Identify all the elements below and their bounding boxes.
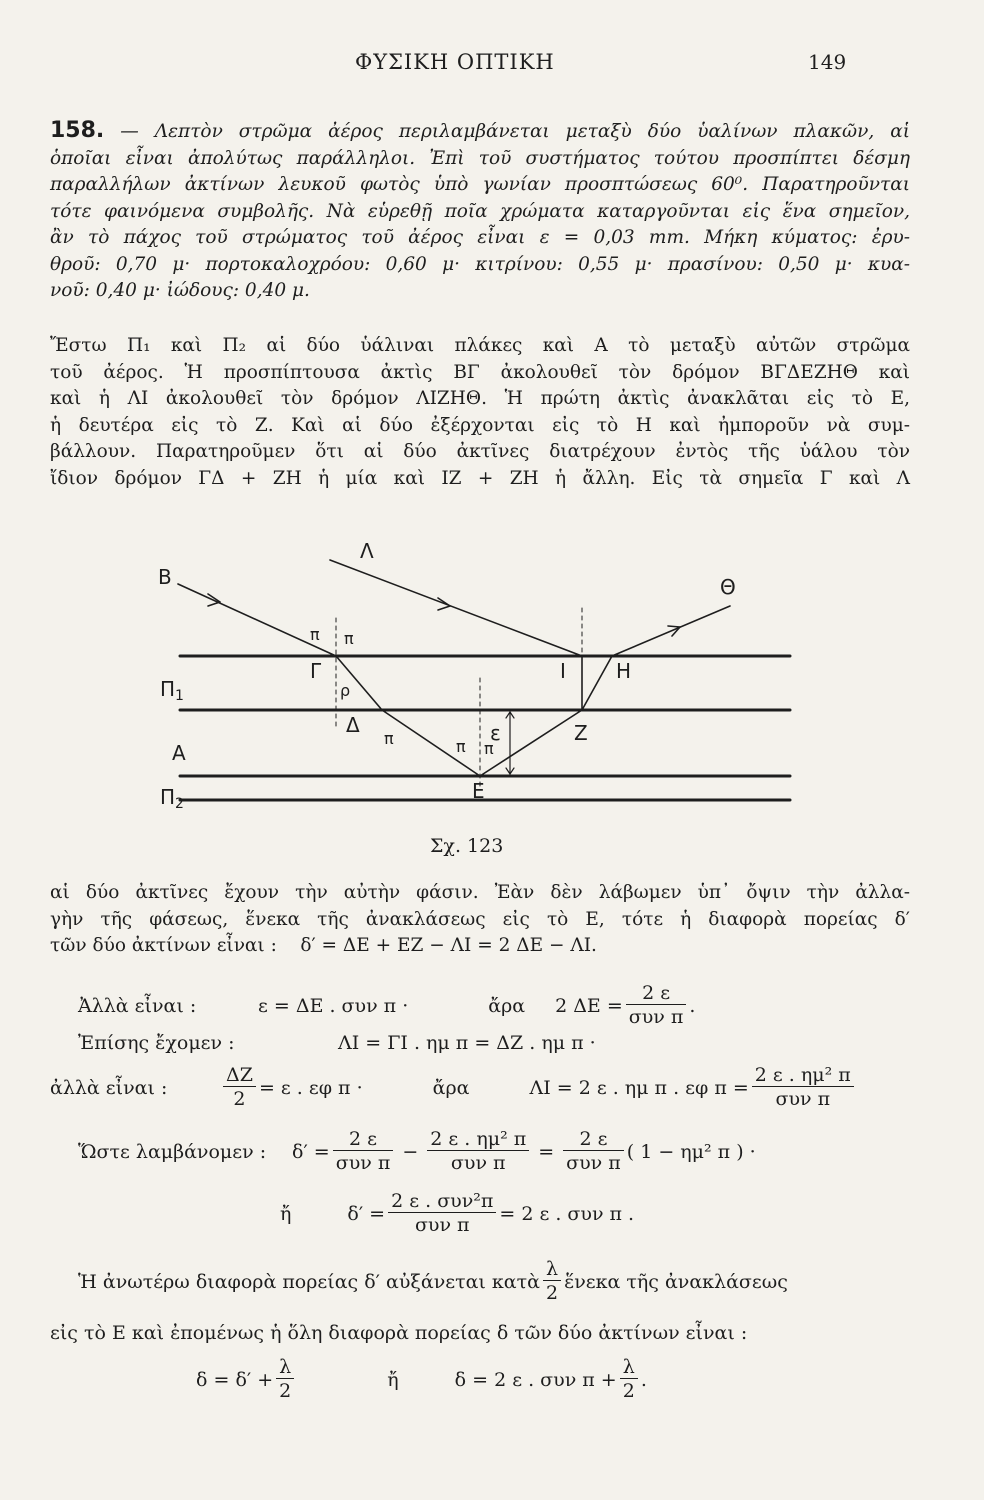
label-b: Β xyxy=(158,565,172,589)
equation-6 xyxy=(78,1258,788,1305)
eq4-equals: = xyxy=(538,1140,555,1163)
eq3-fraction-right: $\frac{\text{2 ε . ημ² π}}{\text{συν π}}$ xyxy=(752,1064,854,1111)
label-eta: Η xyxy=(616,659,632,683)
eq3-fraction-left: $\frac{\Delta Z}{2}$ xyxy=(223,1064,256,1111)
solution-line-3: καὶ ἡ ΛΙ ἀκολουθεῖ τὸν δρόμον ΛΙΖΗΘ. Ἡ πρώτη ἀκτὶς ἀνακλᾶται εἰς τὸ Ε, xyxy=(50,388,910,409)
equation-2 xyxy=(78,1032,596,1054)
eq4-minus: − xyxy=(402,1140,419,1163)
page-number: 149 xyxy=(808,50,847,74)
after-figure-paragraph xyxy=(50,880,910,960)
ray-hth xyxy=(612,606,730,656)
label-a: Α xyxy=(172,741,186,765)
equation-4 xyxy=(78,1128,756,1175)
problem-line-5: ἂν τὸ πάχος τοῦ στρώματος τοῦ ἀέρος εἶναι ε = 0,03 mm. Μήκη κύματος: ἐρυ- xyxy=(50,227,910,248)
eq6-part-a: Ἡ ἀνωτέρω διαφορὰ πορείας δ′ αὐξάνεται κατὰ xyxy=(78,1270,540,1293)
ray-zh xyxy=(582,656,612,710)
eq1-part-b: 2 ΔΕ = xyxy=(555,994,623,1017)
ray-bg xyxy=(178,584,336,656)
equation-3 xyxy=(50,1064,857,1111)
eq7-text: εἰς τὸ Ε καὶ ἐπομένως ἡ ὅλη διαφορὰ πορείας δ τῶν δύο ἀκτίνων εἶναι : xyxy=(50,1322,748,1344)
eq6-fraction: $\frac{\lambda}{2}$ xyxy=(543,1258,561,1305)
solution-line-6: ἴδιον δρόμον ΓΔ + ΖΗ ἡ μία καὶ ΙΖ + ΖΗ ἡ ἄλλη. Εἰς τὰ σημεῖα Γ καὶ Λ xyxy=(50,467,910,489)
label-e: Ε xyxy=(472,779,485,803)
eq8-fraction-2: $\frac{\lambda}{2}$ xyxy=(620,1356,638,1403)
label-pi-5: π xyxy=(484,739,494,758)
label-theta: Θ xyxy=(720,575,736,599)
eq1-label: Ἀλλὰ εἶναι : xyxy=(78,994,197,1017)
problem-line-7: νοῦ: 0,40 μ· ἰώδους: 0,40 μ. xyxy=(50,280,310,301)
delta-prime-formula: δ′ = ΔΕ + ΕΖ − ΛΙ = 2 ΔΕ − ΛΙ. xyxy=(300,935,597,956)
label-pi1: $\Pi_1$ xyxy=(160,677,184,704)
label-pi-1: π xyxy=(310,625,320,644)
eq2-formula: ΛΙ = ΓΙ . ημ π = ΔΖ . ημ π · xyxy=(338,1032,596,1054)
problem-line-6: θροῦ: 0,70 μ· πορτοκαλοχρόου: 0,60 μ· κιτρίνου: 0,55 μ· πρασίνου: 0,50 μ· κυα- xyxy=(50,253,910,275)
eq4-tail: ( 1 − ημ² π ) · xyxy=(626,1140,756,1163)
label-lambda: Λ xyxy=(360,539,374,563)
eq2-label: Ἐπίσης ἔχομεν : xyxy=(78,1032,235,1054)
eq5-or: ἤ xyxy=(280,1202,292,1225)
after-line-3 xyxy=(50,933,910,960)
problem-statement xyxy=(50,118,910,305)
eq1-end: . xyxy=(689,994,696,1017)
eq8-or: ἤ xyxy=(387,1368,399,1391)
eq3-part-a: = ε . εφ π · xyxy=(258,1076,363,1099)
eq8-part-b: δ = 2 ε . συν π + xyxy=(454,1368,617,1391)
eq3-label: ἀλλὰ εἶναι : xyxy=(50,1076,168,1099)
eq1-part-a: ε = ΔΕ . συν π · xyxy=(258,994,409,1017)
eq6-part-b: ἕνεκα τῆς ἀνακλάσεως xyxy=(564,1270,788,1293)
problem-dash: — xyxy=(120,121,139,142)
ray-li xyxy=(330,560,582,656)
label-epsilon: ε xyxy=(490,721,501,745)
eq8-fraction-1: $\frac{\lambda}{2}$ xyxy=(276,1356,294,1403)
eq3-ara: ἄρα xyxy=(432,1076,470,1099)
label-iota: Ι xyxy=(560,659,566,683)
eq3-part-b: ΛΙ = 2 ε . ημ π . εφ π = xyxy=(529,1076,749,1099)
problem-line-2: ὁποῖαι εἶναι ἀπολύτως παράλληλοι. Ἐπὶ τοῦ συστήματος τούτου προσπίπτει δέσμη xyxy=(50,147,910,169)
eq5-fraction: $\frac{\text{2 ε . συν²π}}{\text{συν π}}$ xyxy=(388,1190,496,1237)
eq4-fraction-3: $\frac{2 \varepsilon}{\text{συν π}}$ xyxy=(563,1128,624,1175)
eq8-part-a: δ = δ′ + xyxy=(196,1368,274,1391)
after-line-2: γὴν τῆς φάσεως, ἕνεκα τῆς ἀνακλάσεως εἰς τὸ Ε, τότε ἡ διαφορὰ πορείας δ′ xyxy=(50,908,910,930)
equation-1 xyxy=(78,982,695,1029)
eq4-fraction-2: $\frac{\text{2 ε . ημ² π}}{\text{συν π}}$ xyxy=(427,1128,529,1175)
eq8-end: . xyxy=(640,1368,647,1391)
equation-8 xyxy=(196,1356,647,1403)
equation-7 xyxy=(50,1322,747,1344)
figure-123-diagram xyxy=(150,528,840,858)
problem-number: 158. xyxy=(50,118,105,143)
eq1-ara: ἄρα xyxy=(488,994,526,1017)
label-pi-2: π xyxy=(344,629,354,648)
eq4-label: Ὥστε λαμβάνομεν : xyxy=(78,1140,267,1163)
after-line-1: αἱ δύο ἀκτῖνες ἔχουν τὴν αὐτὴν φάσιν. Ἐὰν δὲν λάβωμεν ὑπ᾽ ὄψιν τὴν ἀλλα- xyxy=(50,882,910,903)
problem-text-0: Λεπτὸν στρῶμα ἀέρος περιλαμβάνεται μεταξὺ δύο ὑαλίνων πλακῶν, αἱ xyxy=(154,121,910,142)
eq4-delta: δ′ = xyxy=(292,1140,330,1163)
problem-line-4: τότε φαινόμενα συμβολῆς. Νὰ εὑρεθῇ ποῖα χρώματα καταργοῦνται εἰς ἕνα σημεῖον, xyxy=(50,200,910,222)
eq5-part-b: = 2 ε . συν π . xyxy=(499,1202,635,1225)
solution-line-5: βάλλουν. Παρατηροῦμεν ὅτι αἱ δύο ἀκτῖνες διατρέχουν ἐντὸς τῆς ὑάλου τὸν xyxy=(50,441,910,462)
solution-line-4: ἡ δευτέρα εἰς τὸ Ζ. Καὶ αἱ δύο ἐξέρχονται εἰς τὸ Η καὶ ἠμποροῦν νὰ συμ- xyxy=(50,414,910,436)
eq5-delta: δ′ = xyxy=(347,1202,386,1225)
after-line-3-text: τῶν δύο ἀκτίνων εἶναι : xyxy=(50,935,277,956)
equation-5 xyxy=(280,1190,634,1237)
eq1-fraction: $\frac{2 \varepsilon}{\text{συν π}}$ xyxy=(626,982,687,1029)
running-header-title: ΦΥΣΙΚΗ ΟΠΤΙΚΗ xyxy=(355,50,555,74)
label-zeta: Ζ xyxy=(574,721,588,745)
figure-caption: Σχ. 123 xyxy=(430,835,504,857)
solution-paragraph xyxy=(50,333,910,492)
label-pi2: $\Pi_2$ xyxy=(160,785,184,812)
eq4-fraction-1: $\frac{2 \varepsilon}{\text{συν π}}$ xyxy=(333,1128,394,1175)
solution-line-1: Ἔστω Π₁ καὶ Π₂ αἱ δύο ὑάλιναι πλάκες καὶ Α τὸ μεταξὺ αὐτῶν στρῶμα xyxy=(50,335,910,356)
label-rho: ρ xyxy=(340,681,351,700)
label-pi-3: π xyxy=(384,729,394,748)
problem-line-3: παραλλήλων ἀκτίνων λευκοῦ φωτὸς ὑπὸ γωνίαν προσπτώσεως 60⁰. Παρατηροῦνται xyxy=(50,174,910,195)
solution-line-2: τοῦ ἀέρος. Ἡ προσπίπτουσα ἀκτὶς ΒΓ ἀκολουθεῖ τὸν δρόμον ΒΓΔΕΖΗΘ καὶ xyxy=(50,361,910,383)
label-gamma: Γ xyxy=(310,659,322,683)
problem-line-1 xyxy=(50,118,910,146)
label-pi-4: π xyxy=(456,737,466,756)
label-delta: Δ xyxy=(346,713,360,737)
